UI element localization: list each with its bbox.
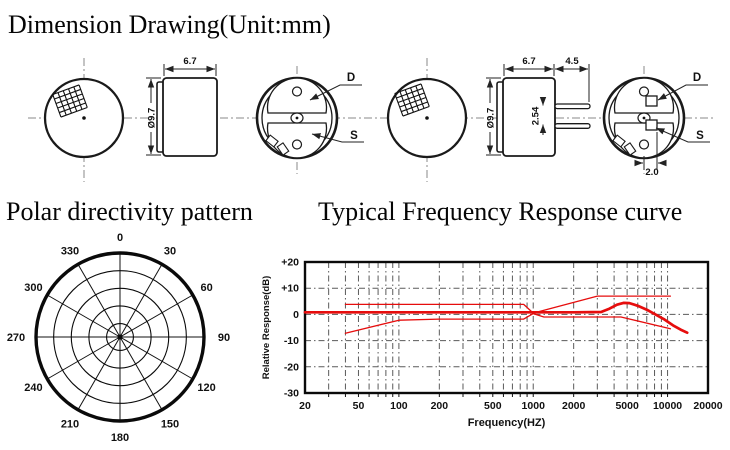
dim-label-body-width-1: 6.7 [183, 56, 197, 67]
polar-angle-label: 180 [110, 432, 130, 444]
frequency-response-title: Typical Frequency Response curve [318, 197, 683, 226]
dim-body-width-1 [164, 56, 216, 76]
y-axis-title: Relative Response(dB) [261, 275, 272, 380]
plot-border [305, 262, 708, 393]
polar-angle-label: 210 [60, 418, 80, 431]
series-typical-response [305, 303, 687, 333]
polar-pattern-figure [0, 232, 245, 450]
y-tick-label: -10 [283, 335, 299, 348]
polar-angle-label: 120 [197, 382, 216, 394]
x-tick-label: 1000 [521, 400, 545, 412]
source-label-2: S [696, 130, 704, 142]
x-tick-label: 10000 [652, 400, 683, 412]
polar-spoke [78, 264, 120, 337]
x-tick-label: 2000 [561, 400, 586, 412]
series-lower-limit [345, 314, 670, 334]
pin-pad-source [646, 120, 657, 130]
polar-spoke [120, 264, 162, 337]
polar-angle-label: 0 [116, 232, 124, 244]
capsule1-side-view [146, 56, 217, 156]
x-tick-label: 5000 [615, 400, 639, 412]
y-tick-label: +10 [281, 282, 299, 295]
polar-angle-label: 60 [200, 282, 213, 294]
drain-label-2: D [692, 72, 702, 84]
source-label-1: S [350, 130, 358, 142]
dim-label-diameter-1: Ø9.7 [146, 107, 158, 129]
polar-angle-label: 330 [60, 245, 80, 258]
polar-angle-label: 30 [163, 245, 177, 258]
polar-center-dot [117, 334, 122, 339]
freq-grid [305, 262, 708, 397]
polar-spoke [78, 337, 120, 410]
x-tick-label: 20000 [693, 400, 723, 412]
y-tick-label: +20 [281, 256, 299, 269]
dimension-drawing-title: Dimension Drawing(Unit:mm) [8, 10, 331, 39]
x-tick-label: 500 [484, 400, 502, 412]
x-tick-label: 20 [299, 400, 311, 412]
dim-pin-length [555, 56, 589, 102]
polar-angle-label: 240 [24, 382, 43, 394]
y-tick-label: 0 [293, 308, 299, 321]
polar-spoke [47, 295, 120, 337]
dimension-drawings-figure [0, 50, 730, 200]
y-tick-label: -30 [283, 387, 299, 400]
polar-angle-label: 150 [160, 418, 180, 431]
drain-label-1: D [346, 72, 356, 84]
freq-axis-labels [261, 257, 723, 430]
x-tick-label: 50 [352, 400, 365, 412]
pin-source [555, 124, 590, 129]
y-tick-label: -20 [283, 361, 299, 374]
x-axis-title: Frequency(HZ) [467, 417, 546, 429]
capsule2-back-view [604, 66, 710, 178]
pin-pad-drain [646, 96, 657, 106]
polar-angle-label: 90 [217, 332, 231, 344]
frequency-response-figure [256, 240, 730, 445]
dim-label-pin-offset: 2.0 [645, 167, 659, 178]
polar-angle-label: 270 [6, 332, 26, 344]
dim-label-pin-pitch: 2.54 [530, 106, 542, 126]
polar-spoke [120, 337, 162, 410]
pin-drain [555, 104, 590, 109]
capsule1-front-view [45, 58, 123, 182]
capsule1-back-view [257, 66, 364, 174]
polar-pattern-title: Polar directivity pattern [6, 197, 253, 226]
capsule2-side-view [486, 56, 591, 156]
polar-angle-label: 300 [24, 282, 43, 294]
dim-label-diameter-2: Ø9.7 [485, 107, 497, 129]
capsule2-front-view [388, 58, 466, 182]
polar-spoke [47, 337, 120, 379]
x-tick-label: 200 [430, 400, 449, 412]
dim-body-width-2 [504, 56, 554, 76]
polar-spoke [120, 337, 193, 379]
polar-grid [7, 232, 230, 444]
dim-label-body-width-2: 6.7 [522, 56, 536, 67]
x-tick-label: 100 [390, 400, 408, 412]
polar-spoke [120, 295, 193, 337]
dim-label-pin-length: 4.5 [565, 56, 579, 67]
